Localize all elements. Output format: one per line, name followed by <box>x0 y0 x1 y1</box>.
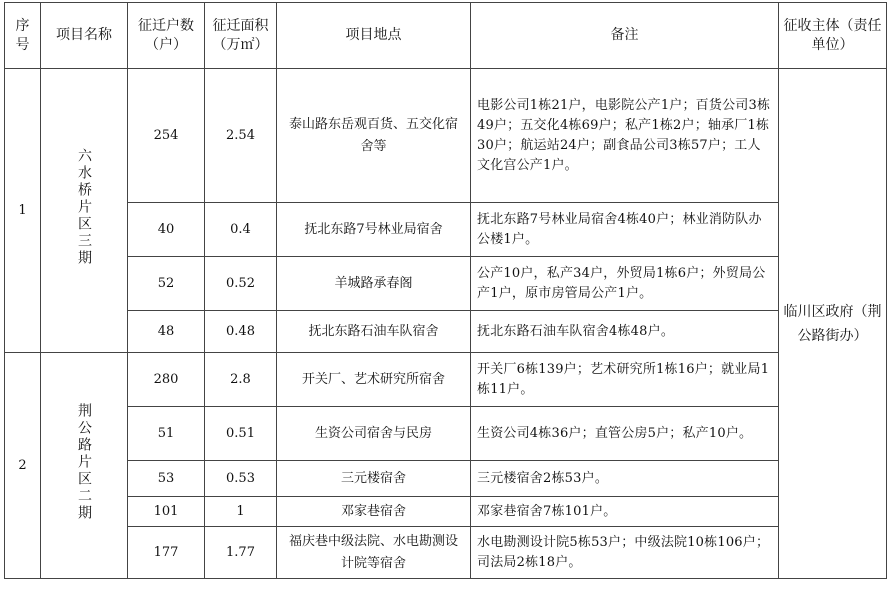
households-cell: 52 <box>128 257 205 311</box>
group-number: 1 <box>5 69 41 353</box>
area-cell: 1 <box>205 497 277 527</box>
note-cell: 生资公司4栋36户；直管公房5户；私产10户。 <box>471 407 779 461</box>
households-cell: 40 <box>128 203 205 257</box>
table-row <box>5 69 887 203</box>
note-cell: 水电勘测设计院5栋53户；中级法院10栋106户；司法局2栋18户。 <box>471 527 779 579</box>
households-cell: 280 <box>128 353 205 407</box>
location-cell: 抚北东路7号林业局宿舍 <box>277 203 471 257</box>
households-cell: 101 <box>128 497 205 527</box>
area-cell: 0.4 <box>205 203 277 257</box>
location-cell: 开关厂、艺术研究所宿舍 <box>277 353 471 407</box>
header-row <box>5 3 887 69</box>
location-cell: 泰山路东岳观百货、五交化宿舍等 <box>277 69 471 203</box>
note-cell: 抚北东路7号林业局宿舍4栋40户；林业消防队办公楼1户。 <box>471 203 779 257</box>
households-cell: 177 <box>128 527 205 579</box>
expropriation-table <box>4 2 887 579</box>
header-no: 序号 <box>5 3 41 69</box>
header-location: 项目地点 <box>277 3 471 69</box>
note-cell: 三元楼宿舍2栋53户。 <box>471 461 779 497</box>
header-area: 征迁面积（万㎡） <box>205 3 277 69</box>
header-note: 备注 <box>471 3 779 69</box>
area-cell: 2.54 <box>205 69 277 203</box>
area-cell: 0.48 <box>205 311 277 353</box>
table-row <box>5 353 887 407</box>
table-row <box>5 461 887 497</box>
header-households: 征迁户数（户） <box>128 3 205 69</box>
households-cell: 48 <box>128 311 205 353</box>
table-row <box>5 527 887 579</box>
table-row <box>5 311 887 353</box>
location-cell: 抚北东路石油车队宿舍 <box>277 311 471 353</box>
note-cell: 开关厂6栋139户；艺术研究所1栋16户；就业局1栋11户。 <box>471 353 779 407</box>
location-cell: 邓家巷宿舍 <box>277 497 471 527</box>
area-cell: 1.77 <box>205 527 277 579</box>
header-owner: 征收主体（责任单位） <box>779 3 887 69</box>
table-row <box>5 407 887 461</box>
area-cell: 0.51 <box>205 407 277 461</box>
note-cell: 公产10户，私产34户，外贸局1栋6户；外贸局公产1户，原市房管局公产1户。 <box>471 257 779 311</box>
note-cell: 邓家巷宿舍7栋101户。 <box>471 497 779 527</box>
households-cell: 53 <box>128 461 205 497</box>
group-number: 2 <box>5 353 41 579</box>
table-row <box>5 257 887 311</box>
table-row <box>5 497 887 527</box>
owner-cell: 临川区政府（荆公路街办） <box>779 69 887 579</box>
note-cell: 电影公司1栋21户，电影院公产1户；百货公司3栋49户；五交化4栋69户；私产1栋2户；轴承厂1栋30户；航运站24户；副食品公司3栋57户；工人文化宫公产1户。 <box>471 69 779 203</box>
group-name: 六水桥片区三期 <box>76 147 92 267</box>
table-row <box>5 203 887 257</box>
note-cell: 抚北东路石油车队宿舍4栋48户。 <box>471 311 779 353</box>
location-cell: 三元楼宿舍 <box>277 461 471 497</box>
location-cell: 羊城路承春阁 <box>277 257 471 311</box>
location-cell: 福庆巷中级法院、水电勘测设计院等宿舍 <box>277 527 471 579</box>
area-cell: 2.8 <box>205 353 277 407</box>
group-name: 荆公路片区二期 <box>76 402 92 522</box>
area-cell: 0.53 <box>205 461 277 497</box>
households-cell: 51 <box>128 407 205 461</box>
location-cell: 生资公司宿舍与民房 <box>277 407 471 461</box>
header-name: 项目名称 <box>41 3 128 69</box>
households-cell: 254 <box>128 69 205 203</box>
area-cell: 0.52 <box>205 257 277 311</box>
